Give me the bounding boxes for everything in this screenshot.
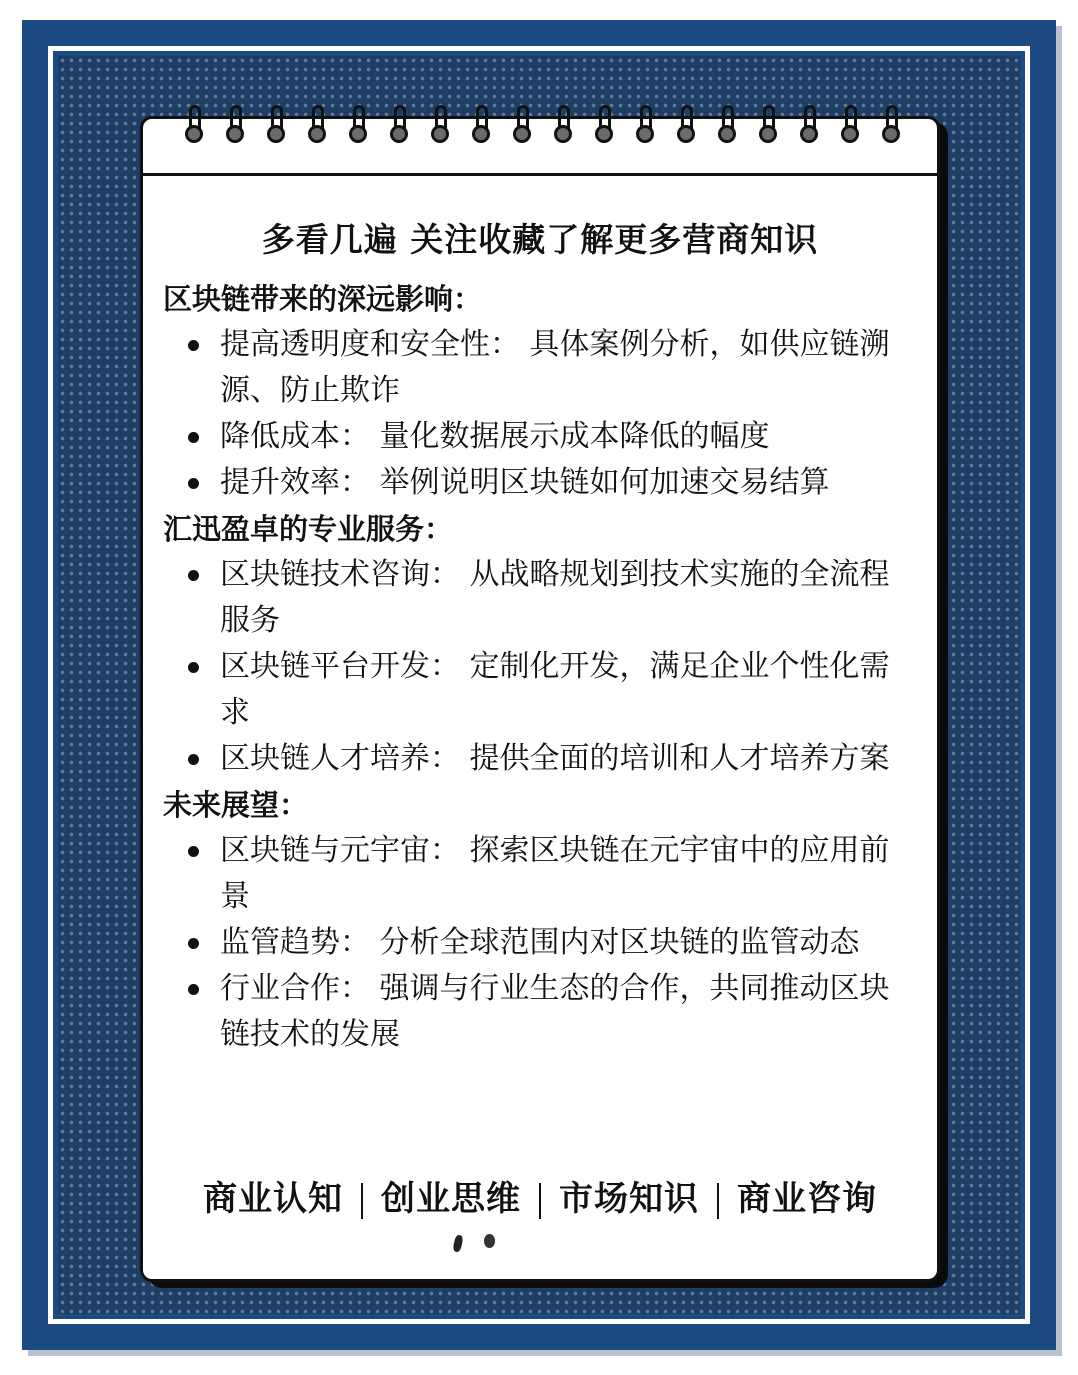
binding-ring-icon <box>718 119 734 153</box>
bullet-icon <box>188 570 199 581</box>
binding-ring-icon <box>349 119 365 153</box>
section <box>163 506 923 782</box>
binding-ring-icon <box>185 119 201 153</box>
divider <box>539 1183 541 1219</box>
item-list <box>163 552 923 782</box>
bullet-icon <box>188 938 199 949</box>
ink-mark <box>452 1234 463 1252</box>
list-item <box>163 736 923 782</box>
binding-ring-icon <box>759 119 775 153</box>
divider <box>717 1183 719 1219</box>
section-heading: 区块链带来的深远影响： <box>163 282 483 316</box>
bullet-icon <box>188 662 199 673</box>
list-item <box>163 644 923 736</box>
binding-ring-icon <box>882 119 898 153</box>
divider <box>361 1183 363 1219</box>
binding-ring-icon <box>554 119 570 153</box>
footer-tag: 商业咨询 <box>737 1179 877 1219</box>
bullet-icon <box>188 754 199 765</box>
item-text: 提高透明度和安全性： 具体案例分析，如供应链溯源、防止欺诈 <box>220 327 890 408</box>
item-text: 区块链平台开发： 定制化开发，满足企业个性化需求 <box>220 649 890 730</box>
binding-ring-icon <box>513 119 529 153</box>
list-item <box>163 966 923 1058</box>
notepad-header <box>143 119 937 176</box>
bullet-icon <box>188 340 199 351</box>
binding-ring-icon <box>677 119 693 153</box>
binding-ring-icon <box>390 119 406 153</box>
list-item <box>163 414 923 460</box>
footer-tags <box>143 1171 937 1220</box>
item-text: 监管趋势： 分析全球范围内对区块链的监管动态 <box>220 925 860 960</box>
list-item <box>163 828 923 920</box>
section <box>163 782 923 1058</box>
binding-ring-icon <box>226 119 242 153</box>
content <box>163 276 923 1058</box>
item-text: 提升效率： 举例说明区块链如何加速交易结算 <box>220 465 830 500</box>
footer-tag: 创业思维 <box>381 1179 521 1219</box>
item-text: 区块链技术咨询： 从战略规划到技术实施的全流程服务 <box>220 557 890 638</box>
item-list <box>163 828 923 1058</box>
binding-ring-icon <box>800 119 816 153</box>
list-item <box>163 552 923 644</box>
bullet-icon <box>188 846 199 857</box>
footer-tag: 市场知识 <box>559 1179 699 1219</box>
ink-marks <box>450 1232 510 1258</box>
item-text: 区块链与元宇宙： 探索区块链在元宇宙中的应用前景 <box>220 833 890 914</box>
binding-ring-icon <box>595 119 611 153</box>
section <box>163 276 923 506</box>
bullet-icon <box>188 478 199 489</box>
list-item <box>163 460 923 506</box>
footer-tag: 商业认知 <box>203 1179 343 1219</box>
bullet-icon <box>188 432 199 443</box>
item-list <box>163 322 923 506</box>
ink-mark <box>484 1234 495 1248</box>
section-heading: 汇迅盈卓的专业服务： <box>163 512 454 546</box>
item-text: 区块链人才培养： 提供全面的培训和人才培养方案 <box>220 741 890 776</box>
binding-ring-icon <box>431 119 447 153</box>
list-item <box>163 322 923 414</box>
binding-ring-icon <box>636 119 652 153</box>
binding-ring-icon <box>841 119 857 153</box>
item-text: 降低成本： 量化数据展示成本降低的幅度 <box>220 419 770 454</box>
binding-ring-icon <box>472 119 488 153</box>
notepad <box>140 116 940 1282</box>
page-title: 多看几遍 关注收藏了解更多营商知识 <box>261 220 819 259</box>
list-item <box>163 920 923 966</box>
item-text: 行业合作： 强调与行业生态的合作，共同推动区块链技术的发展 <box>220 971 890 1052</box>
binding-ring-icon <box>267 119 283 153</box>
section-heading: 未来展望： <box>163 788 309 822</box>
binding-ring-icon <box>308 119 324 153</box>
bullet-icon <box>188 984 199 995</box>
